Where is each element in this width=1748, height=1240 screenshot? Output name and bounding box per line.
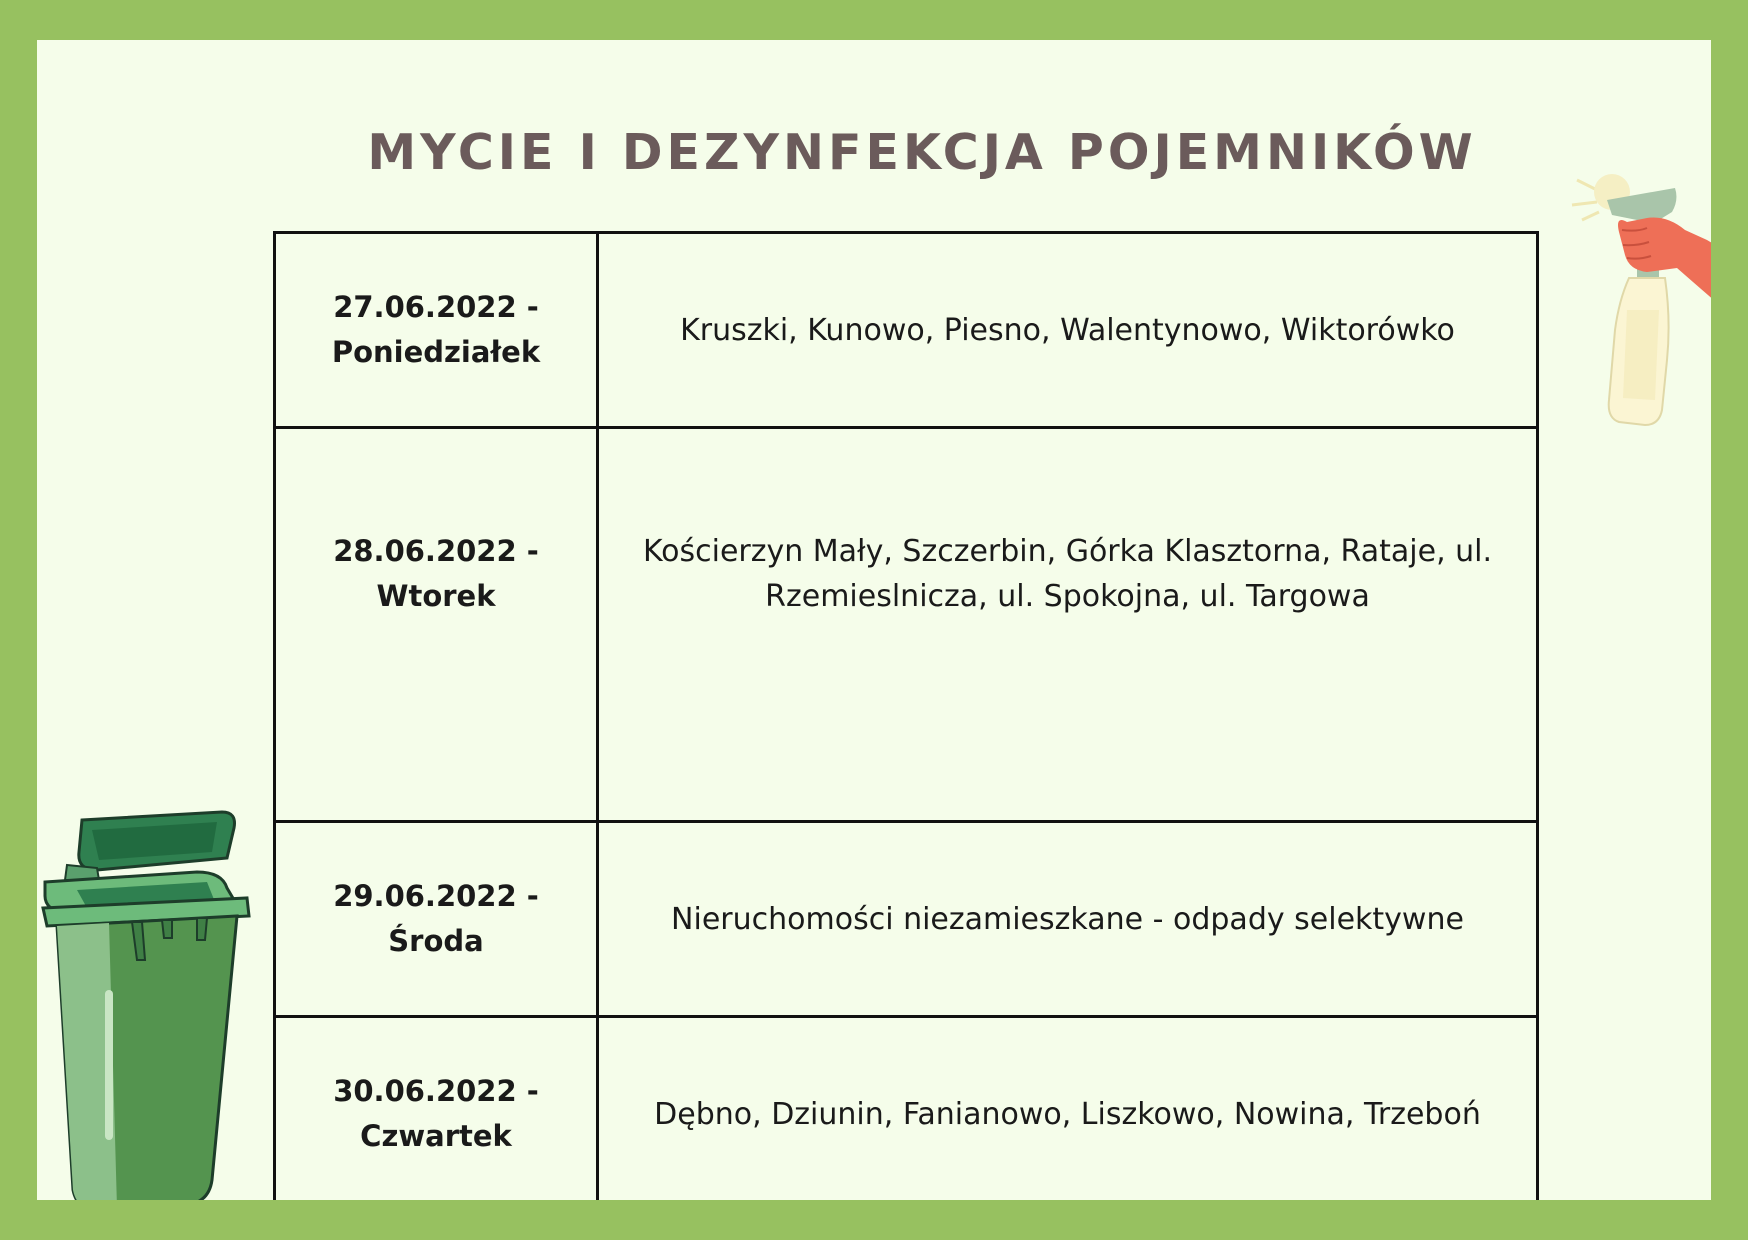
date-label: 29.06.2022 - bbox=[333, 879, 539, 913]
table-row bbox=[275, 233, 1538, 428]
day-cell bbox=[275, 233, 598, 428]
date-label: 28.06.2022 - bbox=[333, 534, 539, 568]
page-title: MYCIE I DEZYNFEKCJA POJEMNIKÓW bbox=[367, 124, 1477, 181]
places-cell bbox=[598, 1017, 1538, 1201]
date-label: 30.06.2022 - bbox=[333, 1074, 539, 1108]
waste-bin-icon bbox=[37, 810, 267, 1200]
places-cell bbox=[598, 428, 1538, 822]
weekday-label: Wtorek bbox=[376, 579, 496, 613]
places-text: Rzemieslnicza, ul. Spokojna, ul. Targowa bbox=[765, 579, 1370, 614]
table-row bbox=[275, 822, 1538, 1017]
table-row bbox=[275, 1017, 1538, 1201]
day-cell bbox=[275, 1017, 598, 1201]
table-row bbox=[275, 428, 1538, 822]
poster bbox=[37, 40, 1711, 1200]
places-text: Dębno, Dziunin, Fanianowo, Liszkowo, Nowina, Trzeboń bbox=[654, 1096, 1481, 1132]
day-cell bbox=[275, 822, 598, 1017]
weekday-label: Czwartek bbox=[360, 1119, 512, 1153]
schedule-table bbox=[273, 231, 1539, 1200]
date-label: 27.06.2022 - bbox=[333, 290, 539, 324]
places-text: Nieruchomości niezamieszkane - odpady selektywne bbox=[671, 901, 1464, 937]
places-text: Kościerzyn Mały, Szczerbin, Górka Klasztorna, Rataje, ul. bbox=[642, 534, 1493, 569]
places-text: Kruszki, Kunowo, Piesno, Walentynowo, Wiktorówko bbox=[680, 312, 1455, 348]
weekday-label: Środa bbox=[388, 924, 484, 958]
places-cell bbox=[598, 233, 1538, 428]
day-cell bbox=[275, 428, 598, 822]
spray-bottle-icon bbox=[1567, 160, 1711, 440]
weekday-label: Poniedziałek bbox=[331, 335, 541, 369]
places-cell bbox=[598, 822, 1538, 1017]
